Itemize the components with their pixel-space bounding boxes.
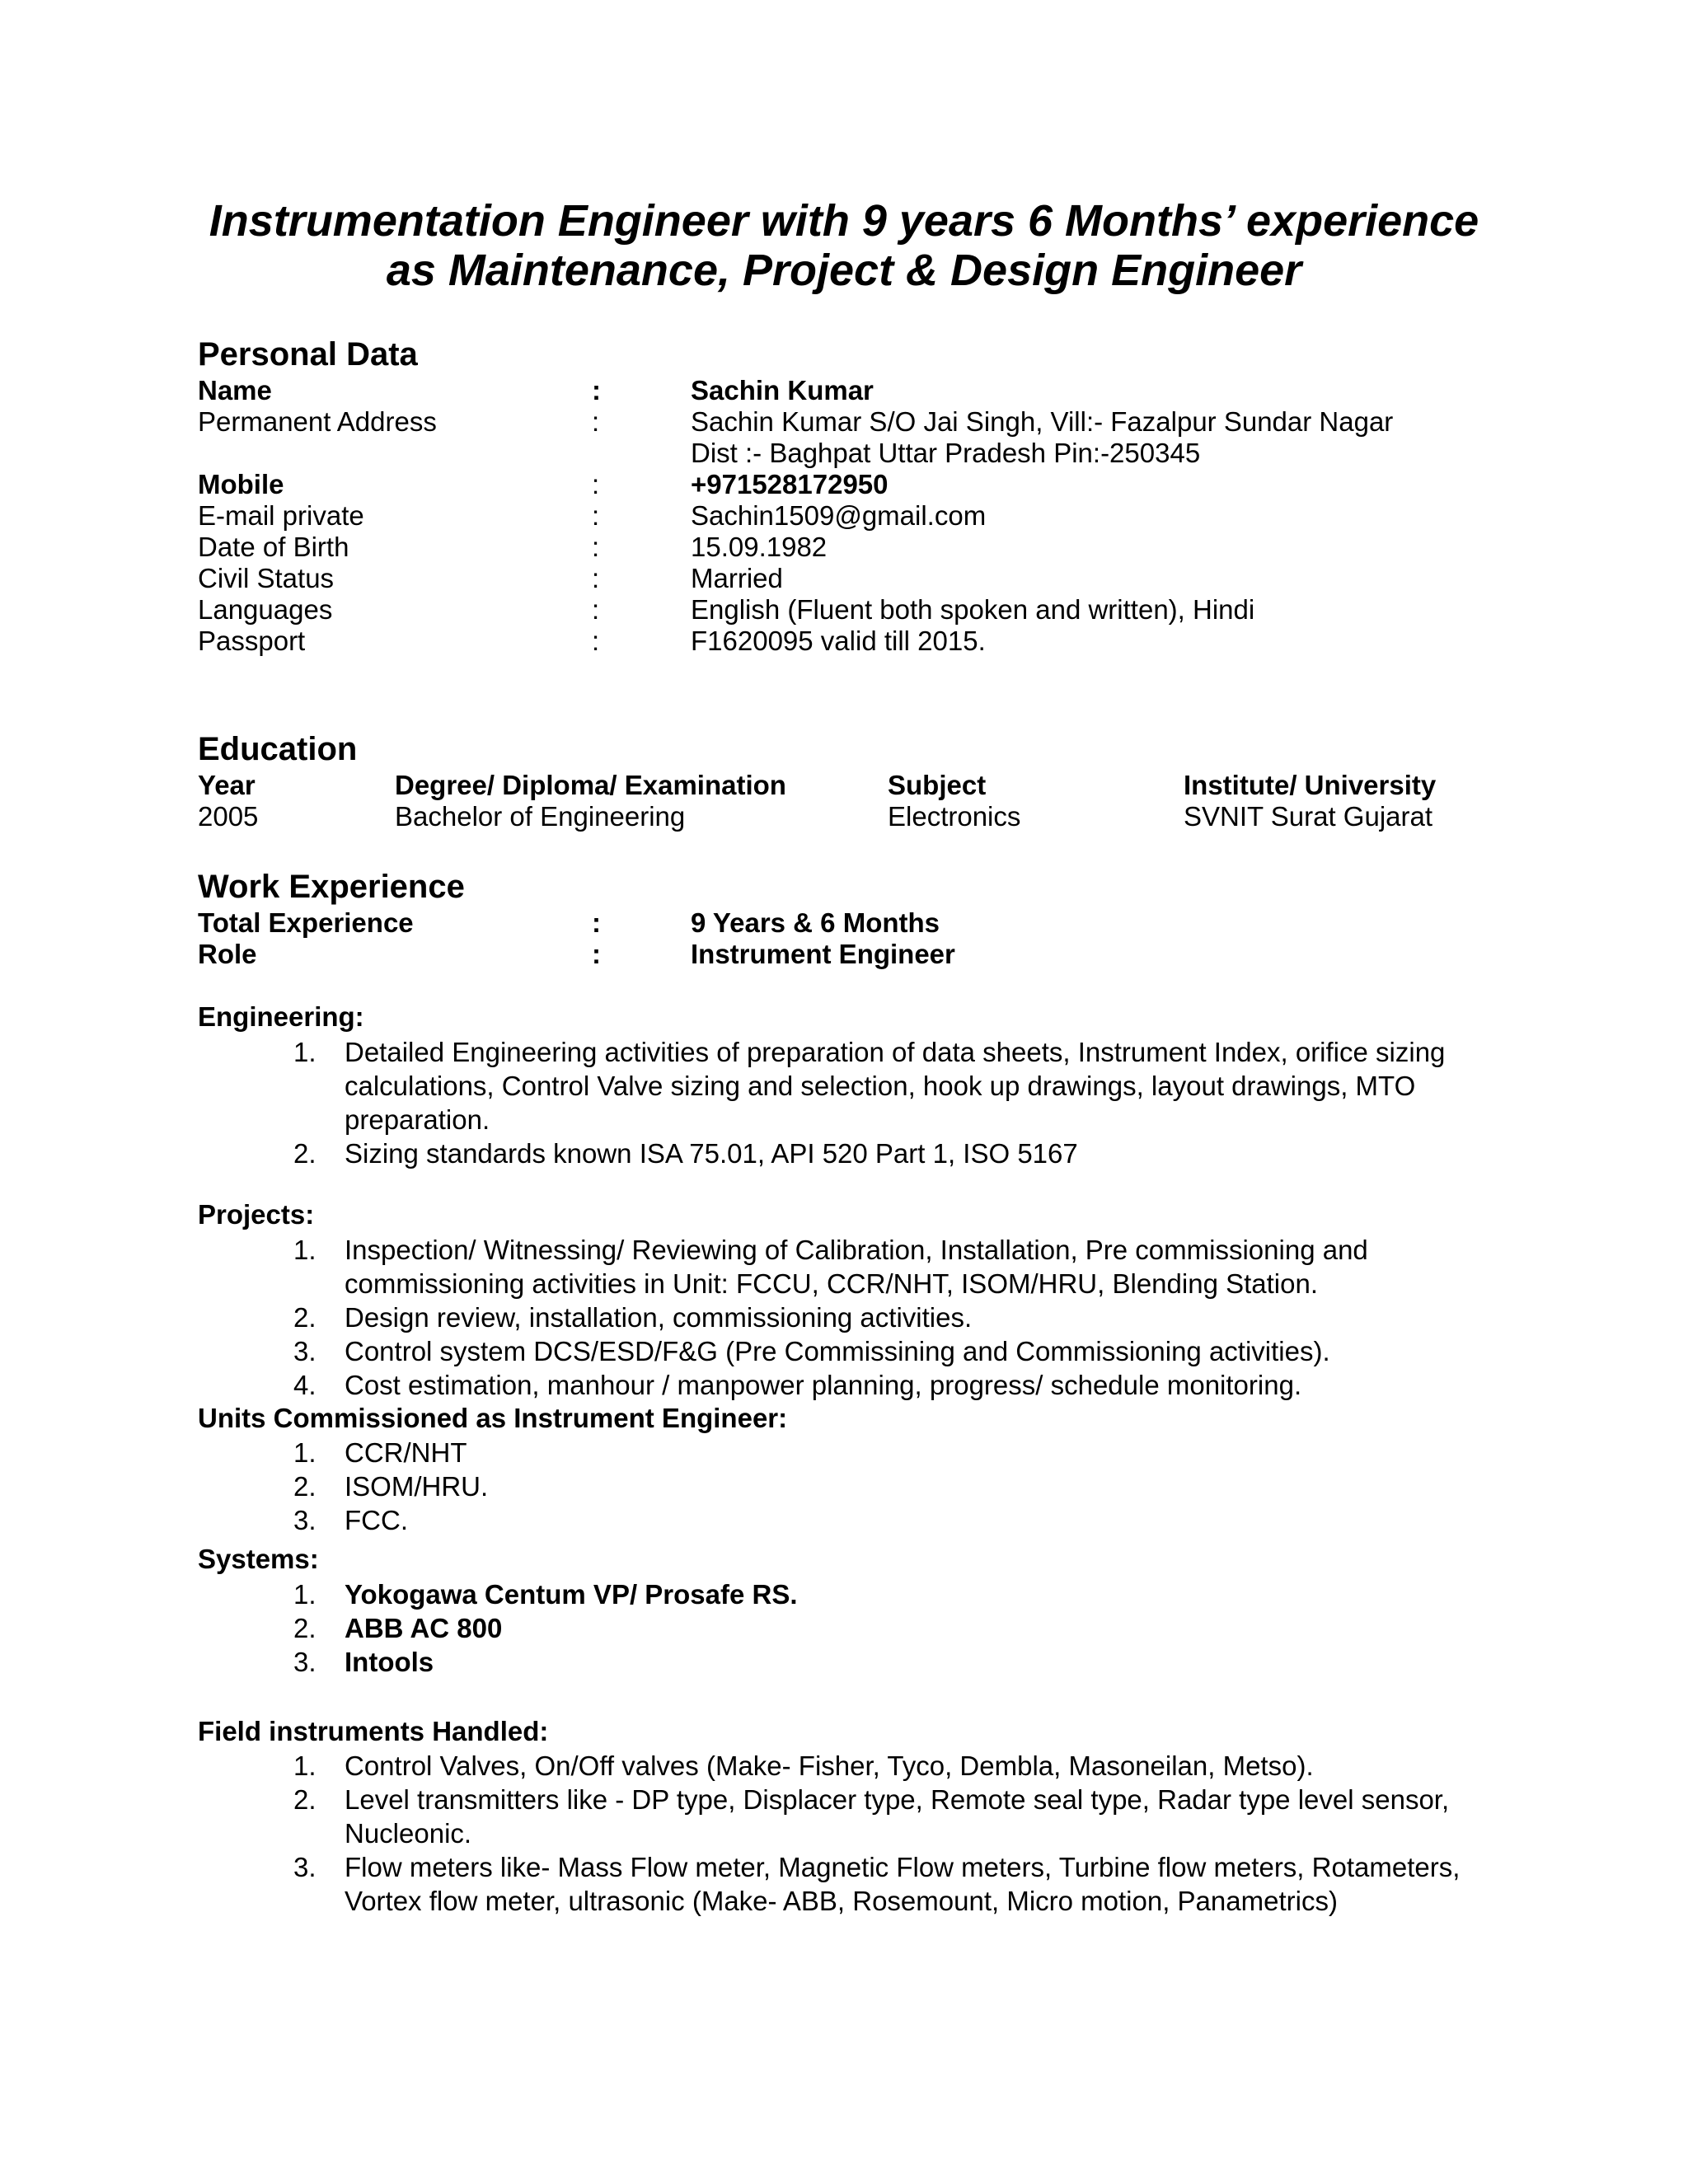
list-item-text: Cost estimation, manhour / manpower planning, progress/ schedule monitoring. [345,1370,1302,1400]
personal-row-dob [198,532,1533,563]
list-item: 2. Design review, installation, commissioning activities. [293,1302,973,1333]
list-item: 2. Level transmitters like - DP type, Displacer type, Remote seal type, Radar type level sensor, Nucleonic. [293,1784,1450,1849]
systems-list [198,1577,1500,1679]
list-item-text: Yokogawa Centum VP/ Prosafe RS. [345,1579,798,1610]
row-value: Sachin Kumar [691,375,874,405]
list-item-text: ABB AC 800 [345,1613,503,1643]
row-label: Role [198,939,257,969]
list-item-text: Sizing standards known ISA 75.01, API 520 Part 1, ISO 5167 [345,1138,1078,1169]
work-row-role [198,939,1533,970]
list-item: 3. FCC. [293,1505,408,1535]
list-item: 2. ISOM/HRU. [293,1471,489,1502]
row-label: Name [198,375,272,405]
row-separator: : [592,375,601,405]
list-item: 1. Yokogawa Centum VP/ Prosafe RS. [293,1579,798,1610]
list-item-text: Flow meters like- Mass Flow meter, Magnetic Flow meters, Turbine flow meters, Rotameters, Vortex flow meter, ultrasonic (Make- ABB, Rosemount, Micro motion, Panametrics) [345,1852,1461,1916]
row-value: Sachin1509@gmail.com [691,500,987,531]
row-value: 9 Years & 6 Months [691,907,940,938]
education-subject: Electronics [888,801,1021,832]
work-row-total-experience [198,907,1533,939]
education-col-subject: Subject [888,770,987,800]
list-item: 2. ABB AC 800 [293,1613,503,1643]
list-item-text: Inspection/ Witnessing/ Reviewing of Calibration, Installation, Pre commissioning and commissioning activities in Unit: FCCU, CCR/NHT, ISOM/HRU, Blending Station. [345,1235,1368,1299]
field-instruments-heading: Field instruments Handled: [198,1716,549,1746]
list-item-text: Design review, installation, commissioning activities. [345,1302,973,1333]
engineering-list [198,1035,1500,1170]
row-label: Total Experience [198,907,414,938]
projects-list [198,1233,1500,1402]
row-separator: : [592,469,600,499]
personal-row-mobile [198,469,1533,500]
education-heading: Education [198,731,358,767]
engineering-heading: Engineering: [198,1001,364,1032]
list-item: 1. Detailed Engineering activities of preparation of data sheets, Instrument Index, orifice sizing calculations, Control Valve sizing and selection, hook up drawings, layout drawings, MTO preparation. [293,1037,1446,1135]
row-value: +971528172950 [691,469,889,499]
education-degree: Bachelor of Engineering [395,801,686,832]
list-item: 1. Inspection/ Witnessing/ Reviewing of Calibration, Installation, Pre commissioning and commissioning activities in Unit: FCCU, CCR/NHT, ISOM/HRU, Blending Station. [293,1235,1368,1299]
personal-row-email [198,500,1533,532]
row-label: Passport [198,626,306,656]
personal-row-civil-status [198,563,1533,594]
row-separator: : [592,563,600,593]
row-label: Permanent Address [198,406,437,437]
education-institute: SVNIT Surat Gujarat [1184,801,1433,832]
row-value-cont: Dist :- Baghpat Uttar Pradesh Pin:-250345 [691,438,1201,468]
list-item-text: Detailed Engineering activities of preparation of data sheets, Instrument Index, orifice sizing calculations, Control Valve sizing and selection, hook up drawings, layout drawings, MTO preparation. [345,1037,1446,1135]
units-list [198,1436,1500,1537]
projects-heading: Projects: [198,1199,315,1230]
systems-heading: Systems: [198,1544,319,1574]
list-item: 3. Control system DCS/ESD/F&G (Pre Commissining and Commissioning activities). [293,1336,1330,1366]
row-value: Instrument Engineer [691,939,955,969]
row-label: Languages [198,594,333,625]
row-separator: : [592,939,601,969]
list-item-text: FCC. [345,1505,408,1535]
row-separator: : [592,907,601,938]
units-commissioned-heading: Units Commissioned as Instrument Engineer: [198,1403,788,1433]
personal-row-passport [198,626,1533,657]
education-col-degree: Degree/ Diploma/ Examination [395,770,786,800]
list-item-text: CCR/NHT [345,1437,467,1468]
personal-row-languages [198,594,1533,626]
list-item: 1. CCR/NHT [293,1437,467,1468]
row-separator: : [592,594,600,625]
resume-title-line-1: Instrumentation Engineer with 9 years 6 Months’ experience [209,196,1479,246]
list-item-text: Intools [345,1647,434,1677]
field-instruments-list [198,1749,1500,1918]
resume-title-line-2: as Maintenance, Project & Design Engineer [386,246,1302,295]
list-item: 3. Flow meters like- Mass Flow meter, Magnetic Flow meters, Turbine flow meters, Rotameters, Vortex flow meter, ultrasonic (Make- ABB, Rosemount, Micro motion, Panametrics) [293,1852,1461,1916]
row-label: Civil Status [198,563,335,593]
row-value: Married [691,563,783,593]
list-item: 3. Intools [293,1647,434,1677]
row-separator: : [592,532,600,562]
row-label: Date of Birth [198,532,349,562]
row-label: Mobile [198,469,284,499]
personal-row-address-cont [198,438,1533,469]
education-year: 2005 [198,801,259,832]
list-item-text: Control system DCS/ESD/F&G (Pre Commissining and Commissioning activities). [345,1336,1330,1366]
list-item-text: Level transmitters like - DP type, Displacer type, Remote seal type, Radar type level sensor, Nucleonic. [345,1784,1450,1849]
personal-row-name [198,375,1533,406]
row-separator: : [592,626,600,656]
row-value: Sachin Kumar S/O Jai Singh, Vill:- Fazalpur Sundar Nagar [691,406,1394,437]
list-item: 2. Sizing standards known ISA 75.01, API 520 Part 1, ISO 5167 [293,1138,1078,1169]
list-item-text: Control Valves, On/Off valves (Make- Fisher, Tyco, Dembla, Masoneilan, Metso). [345,1750,1314,1781]
personal-data-heading: Personal Data [198,336,418,373]
row-value: 15.09.1982 [691,532,828,562]
personal-row-address [198,406,1533,438]
row-label: E-mail private [198,500,364,531]
list-item: 1. Control Valves, On/Off valves (Make- Fisher, Tyco, Dembla, Masoneilan, Metso). [293,1750,1314,1781]
education-col-year: Year [198,770,256,800]
row-separator: : [592,406,600,437]
education-row [198,801,1550,832]
row-value: F1620095 valid till 2015. [691,626,986,656]
row-value: English (Fluent both spoken and written), Hindi [691,594,1255,625]
row-separator: : [592,500,600,531]
education-header-row [198,770,1550,801]
education-col-institute: Institute/ University [1184,770,1437,800]
list-item-text: ISOM/HRU. [345,1471,489,1502]
list-item: 4. Cost estimation, manhour / manpower planning, progress/ schedule monitoring. [293,1370,1302,1400]
work-experience-heading: Work Experience [198,869,465,905]
